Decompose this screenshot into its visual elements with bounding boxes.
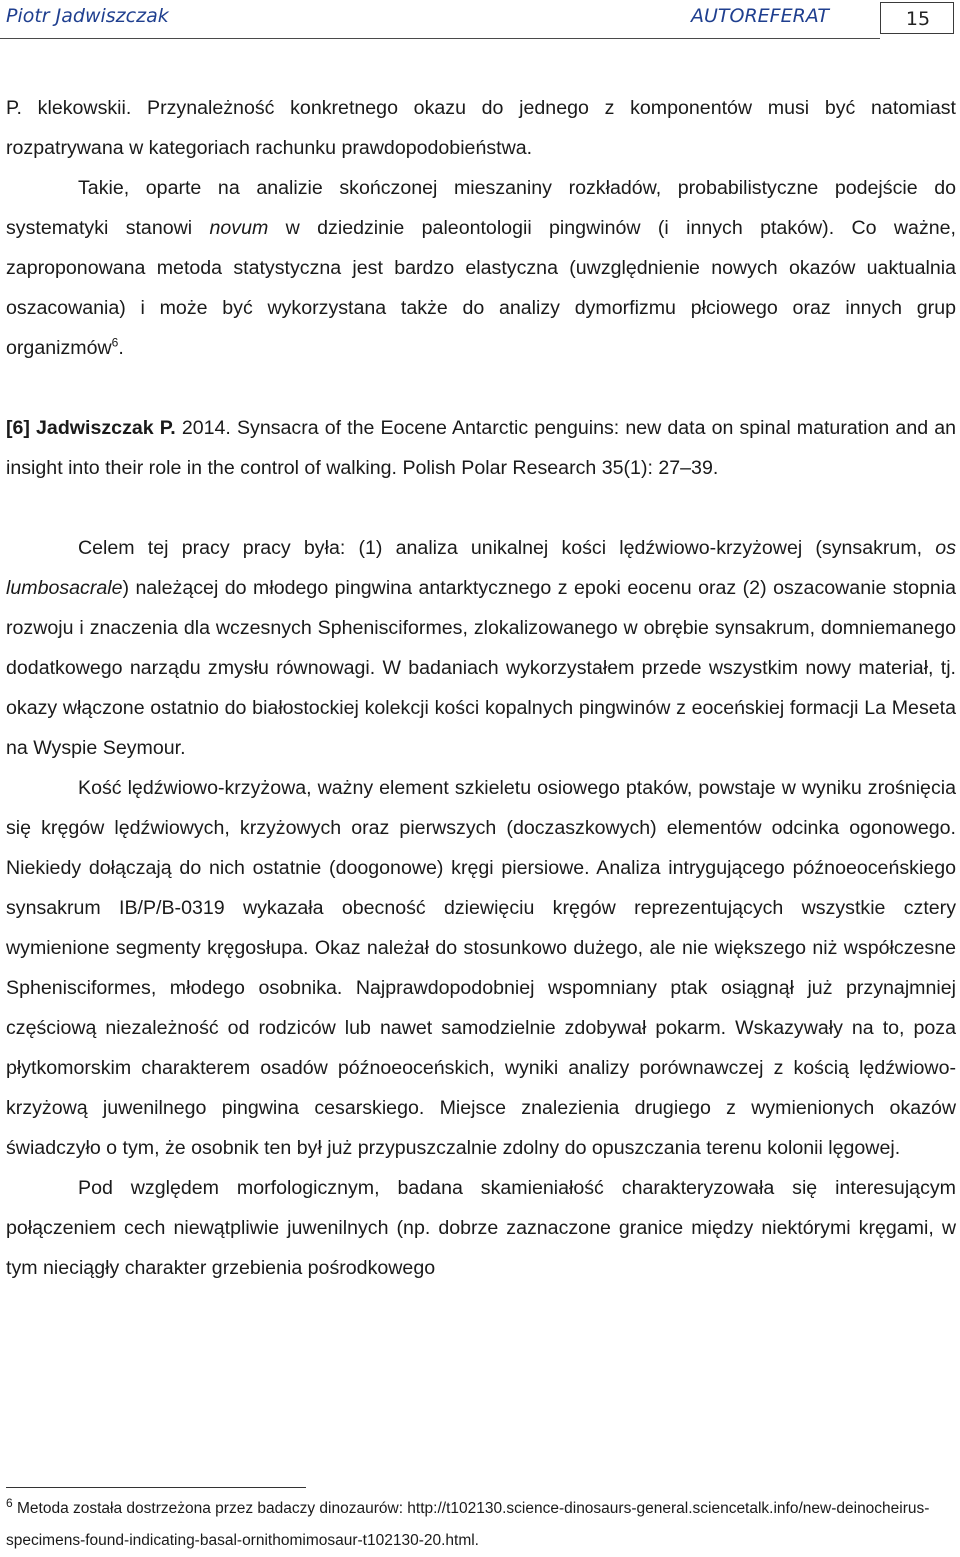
paragraph-5-text: Pod względem morfologicznym, badana skamieniałość charakteryzowała się interesującym połączeniem cech niewątpliwie juwenilnych (np. dobrze zaznaczone granice między niektórymi kręgami, w tym nieciągły charakter grzebienia pośrodkowego — [6, 1177, 956, 1279]
paragraph-4 — [6, 768, 956, 1168]
paragraph-2-text-d: . — [118, 337, 124, 359]
paragraph-2-italic-term: novum — [209, 217, 269, 239]
header-doc-type: AUTOREFERAT — [691, 5, 830, 27]
header-rule — [0, 38, 880, 39]
paragraph-3 — [6, 528, 956, 768]
paragraph-3-text-c: ) należącej do młodego pingwina antarktycznego z epoki eocenu oraz (2) oszacowanie stopnia rozwoju i znaczenia dla wczesnych Sphenisciformes, zlokalizowanego w obrębie synsakrum, domniemanego dodatkowego narządu zmysłu równowagi. W badaniach wykorzystałem przede wszystkim nowy materiał, tj. okazy włączone ostatnio do białostockiej kolekcji kości kopalnych pingwinów z eoceńskiej formacji La Meseta na Wyspie Seymour. — [6, 577, 956, 759]
paragraph-4-text: Kość lędźwiowo-krzyżowa, ważny element szkieletu osiowego ptaków, powstaje w wyniku zrośnięcia się kręgów lędźwiowych, krzyżowych oraz pierwszych (doczaszkowych) elementów odcinka ogonowego. Niekiedy dołączają do nich ostatnie (doogonowe) kręgi piersiowe. Analiza intrygującego późnoeoceńskiego synsakrum IB/P/B-0319 wykazała obecność dziewięciu kręgów reprezentujących wszystkie cztery wymienione segmenty kręgosłupa. Okaz należał do stosunkowo dużego, ale nie większego niż współczesne Sphenisciformes, młodego osobnika. Najprawdopodobniej wspomniany ptak osiągnął już przynajmniej częściową niezależność od rodziców lub nawet samodzielnie zdobywał pokarm. Wskazywały na to, poza płytkomorskim charakterem osadów późnoeoceńskich, wyniki analizy porównawczej z kością lędźwiowo-krzyżową juwenilnego pingwina cesarskiego. Miejsce znalezienia drugiego z wymienionych okazów świadczyło o tym, że osobnik ten był już przypuszczalnie zdolny do opuszczania terenu kolonii lęgowej. — [6, 777, 956, 1159]
reference-6 — [6, 408, 956, 488]
reference-6-label: [6] Jadwiszczak P. — [6, 417, 176, 439]
paragraph-3-text-a: Celem tej pracy pracy była: (1) analiza unikalnej kości lędźwiowo-krzyżowej (synsakrum, — [78, 537, 936, 559]
spacer — [6, 488, 956, 528]
footnote-ref-6[interactable]: 6 — [111, 335, 119, 350]
paragraph-3-italic-term: os lumbosacrale — [6, 537, 956, 599]
footnote-number: 6 — [6, 1495, 13, 1510]
footnote-rule — [6, 1487, 306, 1488]
paragraph-1 — [6, 88, 956, 168]
page-number-box — [880, 2, 954, 34]
paragraph-2-text-a: Takie, oparte na analizie skończonej mieszaniny rozkładów, probabilistyczne podejście do systematyki stanowi — [6, 177, 956, 239]
page-header — [0, 0, 960, 40]
paragraph-2-text-c: w dziedzinie paleontologii pingwinów (i innych ptaków). Co ważne, zaproponowana metoda statystyczna jest bardzo elastyczna (uwzględnienie nowych okazów uaktualnia oszacowania) i może być wykorzystana także do analizy dymorfizmu płciowego oraz innych grup organizmów — [6, 217, 956, 359]
spacer — [6, 368, 956, 408]
paragraph-1-text: P. klekowskii. Przynależność konkretnego okazu do jednego z komponentów musi być natomiast rozpatrywana w kategoriach rachunku prawdopodobieństwa. — [6, 97, 956, 159]
reference-6-text: 2014. Synsacra of the Eocene Antarctic penguins: new data on spinal maturation and an insight into their role in the control of walking. Polish Polar Research 35(1): 27–39. — [6, 417, 956, 479]
header-author: Piotr Jadwiszczak — [6, 5, 169, 27]
footnote-6 — [6, 1493, 956, 1557]
footnote-text: Metoda została dostrzeżona przez badaczy dinozaurów: http://t102130.science-dinosaurs-general.sciencetalk.info/new-deinocheirus-specimens-found-indicating-basal-ornithomimosaur-t102130-20.html. — [6, 1500, 930, 1549]
paragraph-5 — [6, 1168, 956, 1288]
page-number: 15 — [905, 8, 931, 30]
body-text — [6, 88, 956, 1288]
paragraph-2 — [6, 168, 956, 368]
